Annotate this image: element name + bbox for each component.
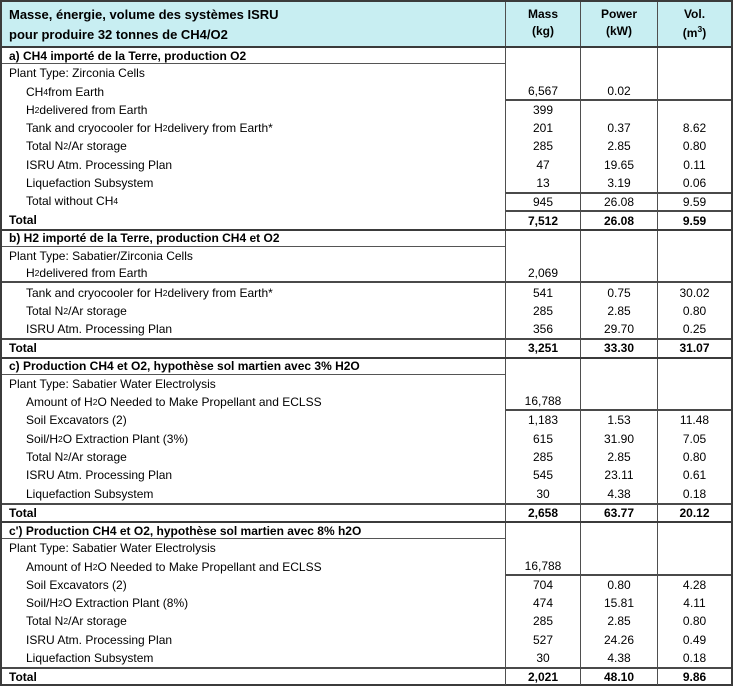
row-label: Total without CH 4 — [26, 194, 119, 209]
row-label: Soil Excavators (2) — [26, 413, 127, 428]
cell-vol — [657, 265, 731, 281]
table-row — [2, 393, 731, 411]
cell-vol: 0.06 — [657, 174, 731, 192]
cell-vol: 9.86 — [657, 669, 731, 685]
cell-power: 0.80 — [580, 576, 657, 594]
table-row — [2, 594, 731, 612]
cell-mass — [505, 64, 580, 82]
cell-vol: 0.18 — [657, 484, 731, 502]
column-header-power-unit: (kW) — [606, 24, 632, 39]
cell-power: 19.65 — [580, 156, 657, 174]
row-label: Amount of H 2 O Needed to Make Propellant and ECLSS — [26, 559, 322, 574]
column-header-volume-unit: $(m^3)$ — [682, 24, 707, 41]
row-label: H 2 delivered from Earth — [26, 102, 148, 117]
cell-vol: 0.80 — [657, 448, 731, 466]
row-label: c') Production CH4 et O2, hypothèse sol martien avec 8% h2O — [2, 523, 505, 539]
cell-power: 0.75 — [580, 283, 657, 301]
table-body — [2, 46, 731, 685]
cell-power: 0.02 — [580, 83, 657, 101]
table-row — [2, 210, 731, 228]
cell-mass: 704 — [505, 576, 580, 594]
table-row — [2, 375, 731, 393]
row-label: ISRU Atm. Processing Plan — [26, 322, 173, 337]
cell-vol — [657, 48, 731, 64]
table-row — [2, 448, 731, 466]
row-label: Plant Type: Sabatier Water Electrolysis — [9, 541, 216, 556]
row-label: ISRU Atm. Processing Plan — [26, 468, 173, 483]
row-label: Total — [9, 341, 37, 356]
cell-vol: 0.25 — [657, 320, 731, 338]
table-row — [2, 83, 731, 101]
cell-power — [580, 265, 657, 281]
row-label: Liquefaction Subsystem — [26, 175, 154, 190]
cell-power: 1.53 — [580, 411, 657, 429]
row-label: Total N 2 /Ar storage — [26, 614, 127, 629]
cell-vol — [657, 247, 731, 265]
row-label: Plant Type: Zirconia Cells — [9, 66, 145, 81]
cell-vol: 4.11 — [657, 594, 731, 612]
cell-vol — [657, 83, 731, 101]
cell-power: 15.81 — [580, 594, 657, 612]
table-header — [2, 2, 731, 46]
row-label: Tank and cryocooler for H 2 delivery from Earth* — [26, 285, 273, 300]
cell-power: 2.85 — [580, 612, 657, 630]
cell-mass: 945 — [505, 192, 580, 210]
row-label: Total N 2 /Ar storage — [26, 139, 127, 154]
cell-vol: 0.61 — [657, 466, 731, 484]
row-label: Soil/H 2 O Extraction Plant (8%) — [26, 596, 189, 611]
cell-power: 29.70 — [580, 320, 657, 338]
row-label: Tank and cryocooler for H 2 delivery from Earth* — [26, 121, 273, 136]
cell-power: 48.10 — [580, 669, 657, 685]
cell-power: 3.19 — [580, 174, 657, 192]
cell-mass: 1,183 — [505, 411, 580, 429]
table-row — [2, 101, 731, 119]
cell-vol — [657, 375, 731, 393]
table-row — [2, 631, 731, 649]
cell-vol — [657, 101, 731, 119]
cell-mass: 545 — [505, 466, 580, 484]
table-row — [2, 466, 731, 484]
cell-mass: 6,567 — [505, 83, 580, 101]
cell-power: 4.38 — [580, 649, 657, 667]
cell-mass: 13 — [505, 174, 580, 192]
cell-power — [580, 48, 657, 64]
column-header-mass — [505, 2, 580, 46]
table-row — [2, 174, 731, 192]
cell-mass: 356 — [505, 320, 580, 338]
cell-vol: 0.18 — [657, 649, 731, 667]
cell-vol — [657, 539, 731, 557]
cell-power: 26.08 — [580, 210, 657, 228]
cell-power — [580, 375, 657, 393]
cell-mass — [505, 375, 580, 393]
table-row — [2, 137, 731, 155]
cell-vol: 20.12 — [657, 505, 731, 521]
cell-mass: 285 — [505, 137, 580, 155]
column-header-mass-label: Mass — [527, 7, 559, 21]
cell-mass: 285 — [505, 612, 580, 630]
column-header-power-label: Power — [600, 7, 637, 21]
cell-power: 63.77 — [580, 505, 657, 521]
cell-mass: 615 — [505, 430, 580, 448]
cell-mass — [505, 48, 580, 64]
table-row — [2, 229, 731, 247]
cell-vol: 0.80 — [657, 302, 731, 320]
table-row — [2, 64, 731, 82]
cell-mass — [505, 231, 580, 247]
table-row — [2, 521, 731, 539]
cell-vol — [657, 393, 731, 411]
cell-mass: 47 — [505, 156, 580, 174]
cell-power: 0.37 — [580, 119, 657, 137]
cell-power: 23.11 — [580, 466, 657, 484]
cell-power — [580, 557, 657, 575]
row-label: ISRU Atm. Processing Plan — [26, 157, 173, 172]
table-row — [2, 338, 731, 356]
row-label: Amount of H 2 O Needed to Make Propellant and ECLSS — [26, 395, 322, 410]
table-row — [2, 302, 731, 320]
table-row — [2, 320, 731, 338]
table-row — [2, 156, 731, 174]
cell-vol — [657, 231, 731, 247]
cell-mass — [505, 523, 580, 539]
cell-mass: 2,658 — [505, 505, 580, 521]
row-label: Liquefaction Subsystem — [26, 650, 154, 665]
table-row — [2, 539, 731, 557]
row-label: a) CH4 importé de la Terre, production O2 — [2, 48, 505, 64]
row-label: CH 4 from Earth — [26, 84, 105, 99]
column-header-volume — [657, 2, 731, 46]
table-title-line2: pour produire 32 tonnes de CH4/O2 — [9, 26, 228, 42]
cell-mass: 201 — [505, 119, 580, 137]
cell-vol: 9.59 — [657, 192, 731, 210]
cell-vol: 4.28 — [657, 576, 731, 594]
table-row — [2, 46, 731, 64]
cell-mass — [505, 359, 580, 375]
table-row — [2, 247, 731, 265]
table-row — [2, 357, 731, 375]
cell-power — [580, 231, 657, 247]
row-label: H 2 delivered from Earth — [26, 266, 148, 281]
table-row — [2, 411, 731, 429]
cell-mass: 16,788 — [505, 557, 580, 575]
row-label: Plant Type: Sabatier/Zirconia Cells — [9, 249, 193, 264]
cell-vol — [657, 64, 731, 82]
cell-power — [580, 359, 657, 375]
cell-power: 4.38 — [580, 484, 657, 502]
cell-power: 24.26 — [580, 631, 657, 649]
cell-power — [580, 64, 657, 82]
cell-vol: 8.62 — [657, 119, 731, 137]
table-row — [2, 667, 731, 685]
cell-mass: 399 — [505, 101, 580, 119]
row-label: Total N 2 /Ar storage — [26, 449, 127, 464]
cell-vol: 9.59 — [657, 210, 731, 228]
table-row — [2, 576, 731, 594]
row-label: Total N 2 /Ar storage — [26, 303, 127, 318]
table-row — [2, 557, 731, 575]
cell-vol: 0.80 — [657, 137, 731, 155]
cell-power — [580, 393, 657, 411]
column-header-mass-unit: (kg) — [532, 24, 554, 39]
cell-power: 2.85 — [580, 137, 657, 155]
row-label: Total — [9, 212, 37, 227]
cell-vol: 11.48 — [657, 411, 731, 429]
cell-vol: 0.11 — [657, 156, 731, 174]
table-row — [2, 430, 731, 448]
cell-power — [580, 247, 657, 265]
cell-power: 26.08 — [580, 192, 657, 210]
cell-power — [580, 101, 657, 119]
table-row — [2, 503, 731, 521]
cell-vol — [657, 557, 731, 575]
cell-vol: 30.02 — [657, 283, 731, 301]
row-label: Soil/H 2 O Extraction Plant (3%) — [26, 431, 189, 446]
table-row — [2, 192, 731, 210]
row-label: Liquefaction Subsystem — [26, 486, 154, 501]
cell-mass: 474 — [505, 594, 580, 612]
table-row — [2, 612, 731, 630]
cell-mass: 3,251 — [505, 340, 580, 356]
cell-mass: 285 — [505, 302, 580, 320]
table-row — [2, 265, 731, 283]
row-label: Total — [9, 505, 37, 520]
table-row — [2, 484, 731, 502]
cell-power — [580, 523, 657, 539]
cell-power — [580, 539, 657, 557]
cell-mass: 2,069 — [505, 265, 580, 281]
row-label: ISRU Atm. Processing Plan — [26, 632, 173, 647]
table-row — [2, 283, 731, 301]
row-label: b) H2 importé de la Terre, production CH4 et O2 — [2, 231, 505, 247]
cell-power: 2.85 — [580, 302, 657, 320]
table-title — [2, 2, 505, 46]
cell-mass: 30 — [505, 484, 580, 502]
row-label: c) Production CH4 et O2, hypothèse sol martien avec 3% H2O — [2, 359, 505, 375]
cell-power: 33.30 — [580, 340, 657, 356]
cell-vol — [657, 523, 731, 539]
row-label: Plant Type: Sabatier Water Electrolysis — [9, 376, 216, 391]
cell-mass: 7,512 — [505, 210, 580, 228]
cell-mass: 285 — [505, 448, 580, 466]
cell-vol: 0.80 — [657, 612, 731, 630]
cell-power: 31.90 — [580, 430, 657, 448]
cell-vol — [657, 359, 731, 375]
cell-mass: 527 — [505, 631, 580, 649]
cell-vol: 0.49 — [657, 631, 731, 649]
table-row — [2, 649, 731, 667]
cell-mass — [505, 247, 580, 265]
row-label: Total — [9, 670, 37, 685]
cell-mass: 30 — [505, 649, 580, 667]
cell-vol: 7.05 — [657, 430, 731, 448]
row-label: Soil Excavators (2) — [26, 577, 127, 592]
cell-mass: 16,788 — [505, 393, 580, 411]
table-row — [2, 119, 731, 137]
cell-vol: 31.07 — [657, 340, 731, 356]
cell-power: 2.85 — [580, 448, 657, 466]
cell-mass — [505, 539, 580, 557]
table-title-line1: Masse, énergie, volume des systèmes ISRU — [9, 7, 279, 22]
column-header-power — [580, 2, 657, 46]
column-header-volume-label: Vol. — [683, 7, 706, 21]
cell-mass: 541 — [505, 283, 580, 301]
cell-mass: 2,021 — [505, 669, 580, 685]
